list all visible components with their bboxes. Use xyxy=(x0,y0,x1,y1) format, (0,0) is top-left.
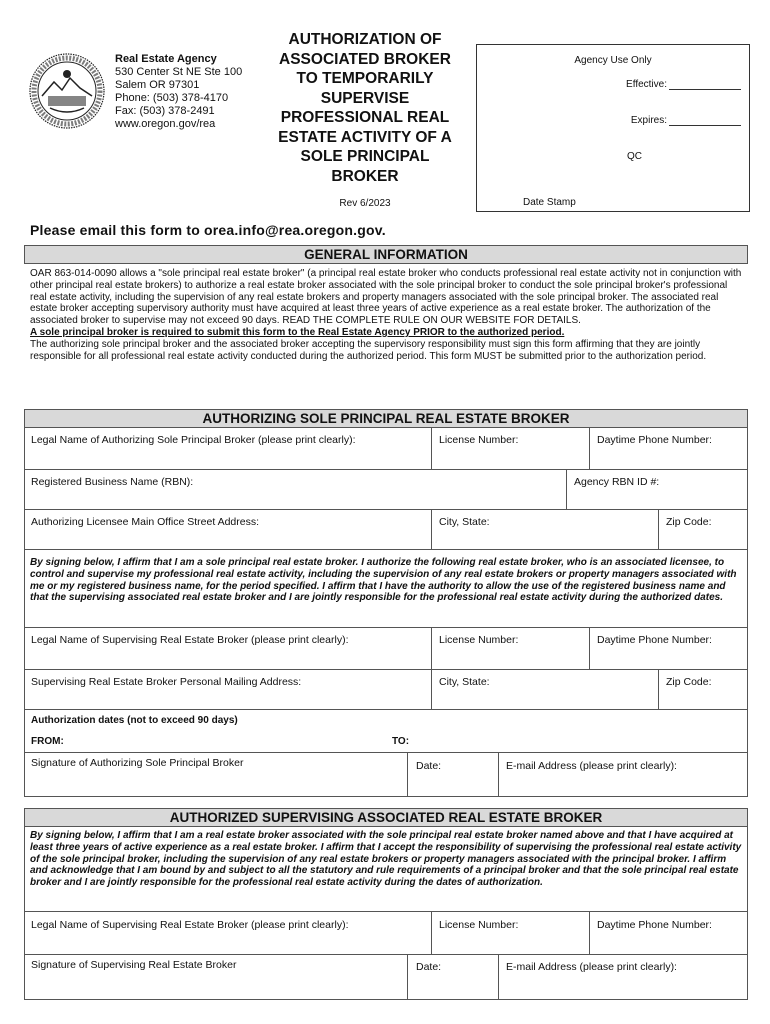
general-text-2: The authorizing sole principal broker and the associated broker accepting the supervisory responsibility must sign this form affirming that they are jointly responsible for all professional real estate activity conducted during the authorized period. This form MUST be submitted prior to the authorization period. xyxy=(30,338,707,362)
office-city-state-field[interactable]: City, State: xyxy=(439,516,490,528)
agency-contact-block xyxy=(115,53,242,131)
sp-email-field[interactable]: E-mail Address (please print clearly): xyxy=(506,760,677,772)
section1-affirmation: By signing below, I affirm that I am a sole principal real estate broker. I authorize the following real estate broker, who is an associated licensee, to control and supervise my professional real estate activity, including the supervision of any real estate brokers or property managers associated with me or my registered business name, for the period specified. I affirm that I have the authority to allow the use of the registered business name and that the supervising associated real estate broker and I are jointly responsible for the professional real estate activity during the authorized dates. xyxy=(30,557,737,604)
agency-phone: Phone: (503) 378-4170 xyxy=(115,92,229,104)
section2-affirmation: By signing below, I affirm that I am a real estate broker associated with the sole principal real estate broker named above and that I have acquired at least three years of active experience as a real estate broker. I affirm that I accept the responsibility of supervising the professional real estate activity of the sole principal broker, including the supervision of any real estate brokers or property managers associated with the principal broker. I affirm and acknowledge that I am bound by and subject to all the statutory and rule requirements of a principal broker and that the sole principal real estate broker and I are jointly responsible for the professional real estate activity during the dates of authorization. xyxy=(30,830,742,889)
revision-date: Rev 6/2023 xyxy=(339,198,391,209)
sp-signature-field[interactable]: Signature of Authorizing Sole Principal Broker xyxy=(31,757,244,769)
state-seal-logo xyxy=(28,52,106,130)
qc-label: QC xyxy=(627,151,642,162)
sup-legal-name-field[interactable]: Legal Name of Supervising Real Estate Broker (please print clearly): xyxy=(31,634,349,646)
s2-legal-name-field[interactable]: Legal Name of Supervising Real Estate Broker (please print clearly): xyxy=(31,919,349,931)
authorization-dates-label: Authorization dates (not to exceed 90 days) xyxy=(31,715,238,726)
to-date-field[interactable]: TO: xyxy=(392,736,410,747)
s2-email-field[interactable]: E-mail Address (please print clearly): xyxy=(506,961,677,973)
title-line: SUPERVISE xyxy=(320,89,410,107)
general-information-header: GENERAL INFORMATION xyxy=(24,245,748,264)
effective-label: Effective: xyxy=(626,79,667,90)
general-text-1: OAR 863-014-0090 allows a "sole principal real estate broker" (a principal real estate broker who conducts professional real estate activity not in conjunction with other principal real estate brokers) to authorize a real estate broker associated with the sole principal broker to conduct the sole principal broker's professional real estate activity, including the supervision of any real estate brokers and property managers associated with the sole principal broker. The associated real estate broker accepting supervisory authority must have acquired at least three years of active experience as a real estate broker. The authorization of the associated broker to supervise may not exceed 90 days. READ THE COMPLETE RULE ON OUR WEBSITE FOR DETAILS. xyxy=(30,268,742,327)
agency-name: Real Estate Agency xyxy=(115,53,217,65)
sp-signature-date-field[interactable]: Date: xyxy=(416,760,442,772)
title-line: TO TEMPORARILY xyxy=(296,70,434,87)
title-line: SOLE PRINCIPAL xyxy=(300,148,430,165)
rbn-field[interactable]: Registered Business Name (RBN): xyxy=(31,476,194,488)
section1-header: AUTHORIZING SOLE PRINCIPAL REAL ESTATE BROKER xyxy=(24,409,748,428)
s2-phone-field[interactable]: Daytime Phone Number: xyxy=(597,919,712,931)
general-information-text xyxy=(30,268,742,362)
sup-license-field[interactable]: License Number: xyxy=(439,634,519,646)
title-line: ASSOCIATED BROKER xyxy=(279,50,451,68)
title-line: PROFESSIONAL REAL xyxy=(280,109,450,126)
agency-website: www.oregon.gov/rea xyxy=(115,118,216,130)
expires-label: Expires: xyxy=(630,115,667,126)
sup-city-state-field[interactable]: City, State: xyxy=(439,676,490,688)
general-underline-note: A sole principal broker is required to submit this form to the Real Estate Agency PRIOR to the authorized period. xyxy=(30,326,565,338)
from-date-field[interactable]: FROM: xyxy=(31,736,64,747)
agency-use-box xyxy=(476,44,750,212)
agency-address-line2: Salem OR 97301 xyxy=(115,79,200,91)
title-line: BROKER xyxy=(331,167,399,185)
s2-license-field[interactable]: License Number: xyxy=(439,919,519,931)
office-zip-field[interactable]: Zip Code: xyxy=(666,516,712,528)
agency-address-line1: 530 Center St NE Ste 100 xyxy=(115,66,243,78)
rbn-id-field[interactable]: Agency RBN ID #: xyxy=(574,476,660,488)
agency-fax: Fax: (503) 378-2491 xyxy=(115,105,215,117)
sp-legal-name-field[interactable]: Legal Name of Authorizing Sole Principal Broker (please print clearly): xyxy=(31,434,356,446)
agency-use-heading: Agency Use Only xyxy=(574,55,652,66)
s2-signature-field[interactable]: Signature of Supervising Real Estate Broker xyxy=(31,959,237,971)
sup-zip-field[interactable]: Zip Code: xyxy=(666,676,712,688)
title-line: AUTHORIZATION OF xyxy=(288,31,442,48)
s2-signature-date-field[interactable]: Date: xyxy=(416,961,442,973)
expires-line[interactable] xyxy=(631,115,741,126)
sp-license-field[interactable]: License Number: xyxy=(439,434,519,446)
sp-phone-field[interactable]: Daytime Phone Number: xyxy=(597,434,712,446)
effective-line[interactable] xyxy=(626,79,741,90)
title-line: ESTATE ACTIVITY OF A xyxy=(278,128,452,146)
form-title xyxy=(262,30,468,186)
sup-phone-field[interactable]: Daytime Phone Number: xyxy=(597,634,712,646)
section2-header: AUTHORIZED SUPERVISING ASSOCIATED REAL ESTATE BROKER xyxy=(24,808,748,827)
office-address-field[interactable]: Authorizing Licensee Main Office Street Address: xyxy=(31,516,260,528)
email-instructions: Please email this form to orea.info@rea.oregon.gov. xyxy=(30,222,386,238)
date-stamp-label: Date Stamp xyxy=(523,197,576,208)
sup-address-field[interactable]: Supervising Real Estate Broker Personal Mailing Address: xyxy=(31,676,302,688)
